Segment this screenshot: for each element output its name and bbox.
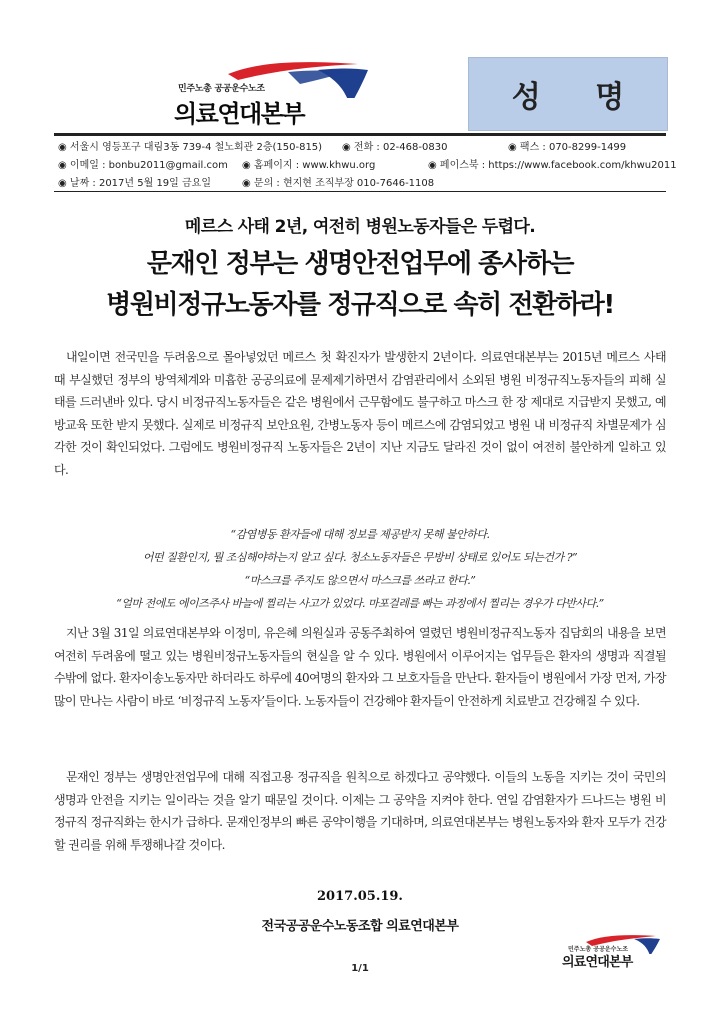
- info-row: [58, 138, 666, 154]
- quote-line: “마스크를 주지도 않으면서 마스크를 쓰라고 한다.”: [244, 574, 476, 587]
- header-divider-top: [54, 133, 666, 136]
- body-paragraph-3: 문재인 정부는 생명안전업무에 대해 직접고용 정규직을 원칙으로 하겠다고 공약했다. 이들의 노동을 지키는 것이 국민의 생명과 안전을 지키는 일이라는 것을 알기 때문일 것이다. 이제는 그 공약을 지켜야 한다. 연일 감염환자가 드나드는 병원 비정규직 정규직화는 한시가 급하다. 문재인정부의 빠른 공약이행을 기대하며, 의료연대본부는 병원노동자와 환자 모두가 건강할 권리를 위해 투쟁해나갈 것이다.: [54, 770, 666, 852]
- headline-subtitle: 메르스 사태 2년, 여전히 병원노동자들은 두렵다.: [184, 217, 536, 237]
- body-paragraph-1: 내일이면 전국민을 두려움으로 몰아넣었던 메르스 첫 확진자가 발생한지 2년이다. 의료연대본부는 2015년 메르스 사태 때 부실했던 정부의 방역체계와 미흡한 공공의료에 문제제기하면서 감염관리에서 소외된 병원 비정규직노동자들의 피해 실태를 드러낸바 있다. 당시 비정규직노동자들은 같은 병원에서 근무함에도 불구하고 마스크 한 장 제대로 지급받지 못했고, 예방교육 또한 받지 못했다. 실제로 비정규직 보안요원, 간병노동자 등이 메르스에 감염되었고 병원 내 비정규직 차별문제가 심각한 것이 확인되었다. 그럼에도 병원비정규직 노동자들은 2년이 지난 지금도 달라진 것이 없이 여전히 불안하게 일하고 있다.: [54, 350, 666, 477]
- logo-title: 의료연대본부: [174, 100, 305, 128]
- quote-line: 어떤 질환인지, 뭘 조심해야하는지 알고 싶다. 청소노동자들은 무방비 상태로 있어도 되는건가 ?”: [142, 551, 578, 564]
- statement-badge: [468, 57, 668, 131]
- footer-logo-title: 의료연대본부: [562, 955, 633, 970]
- worker-quotes: [54, 523, 666, 615]
- header-divider-bottom: [54, 191, 666, 192]
- quote-line: “얼마 전에도 에이즈주사 바늘에 찔리는 사고가 있었다. 마포걸레를 빠는 과정에서 찔리는 경우가 다반사다.”: [116, 597, 604, 610]
- page-number: 1/1: [351, 963, 369, 974]
- union-logo: [168, 58, 378, 128]
- email-text: ◉ 이메일 : bonbu2011@gmail.com: [58, 160, 228, 171]
- phone-text: ◉ 전화 : 02-468-0830: [342, 142, 448, 153]
- facebook-text: ◉ 페이스북 : https://www.facebook.com/khwu2011: [428, 160, 677, 171]
- info-row: [58, 174, 666, 190]
- homepage-text: ◉ 홈페이지 : www.khwu.org: [242, 160, 376, 171]
- quote-line: “감염병동 환자들에 대해 정보를 제공받지 못해 불안하다.: [230, 528, 490, 541]
- signature: 전국공공운수노동조합 의료연대본부: [261, 919, 459, 934]
- contact-text: ◉ 문의 : 현지현 조직부장 010-7646-1108: [242, 178, 435, 189]
- body-paragraph-2: 지난 3월 31일 의료연대본부와 이정미, 유은혜 의원실과 공동주최하여 열렸던 병원비정규직노동자 집담회의 내용을 보면 여전히 두려움에 떨고 있는 병원비정규노동자들의 현실을 알 수 있다. 병원에서 이루어지는 업무들은 환자의 생명과 직결될 수밖에 없다. 환자이송노동자만 하더라도 하루에 40여명의 환자와 그 보호자들을 만난다. 환자들이 병원에서 가장 먼저, 가장 많이 만나는 사람이 바로 ‘비정규직 노동자’들이다. 노동자들이 건강해야 환자들이 안전하게 치료받고 건강해질 수 있다.: [54, 626, 666, 708]
- badge-label: 성 명: [511, 80, 647, 115]
- headline-line-2: 병원비정규노동자를 정규직으로 속히 전환하라!: [106, 290, 614, 320]
- info-row: [58, 156, 677, 172]
- statement-date: 2017.05.19.: [317, 889, 403, 904]
- headline-line-1: 문재인 정부는 생명안전업무에 종사하는: [146, 249, 574, 279]
- footer-logo-subtitle: 민주노총 공공운수노조: [568, 946, 629, 953]
- fax-text: ◉ 팩스 : 070-8299-1499: [508, 142, 627, 153]
- address-text: ◉ 서울시 영등포구 대림3동 739-4 철노회관 2층(150-815): [58, 142, 323, 153]
- logo-subtitle: 민주노총 공공운수노조: [178, 84, 265, 94]
- date-text: ◉ 날짜 : 2017년 5월 19일 금요일: [58, 178, 211, 189]
